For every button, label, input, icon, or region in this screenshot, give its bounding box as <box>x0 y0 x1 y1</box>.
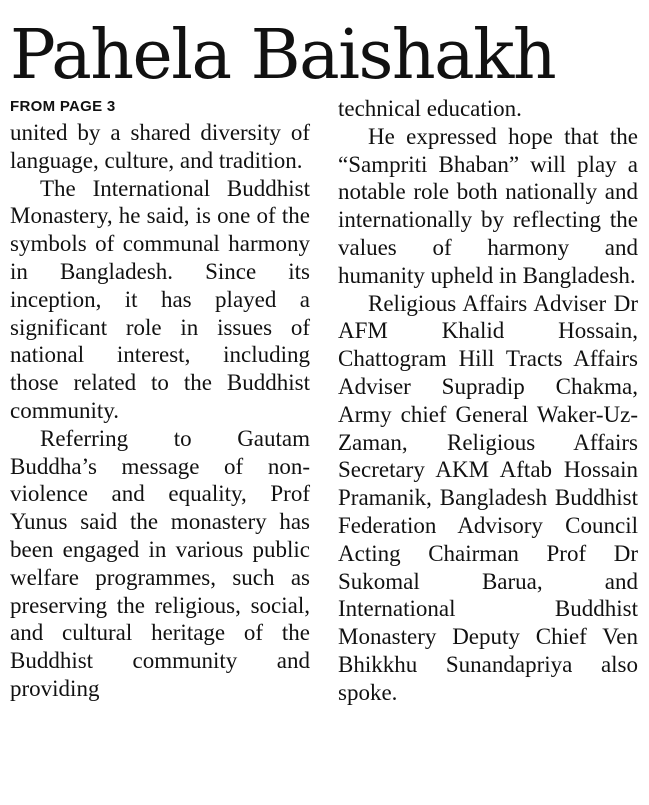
article-headline: Pahela Baishakh <box>10 16 556 95</box>
paragraph-buddha-message: Referring to Gautam Buddha’s message of non-violence and equality, Prof Yunus said the monastery has been engaged in various public welfare programmes, such as preserving the religious, social, and cultural heritage of the Buddhist community and providing <box>10 425 310 701</box>
article-column-left <box>10 119 310 703</box>
paragraph-continued: united by a shared diversity of language, culture, and tradition. <box>10 120 310 173</box>
paragraph-continued-right: technical education. <box>338 96 522 121</box>
paragraph-sampriti-bhaban: He expressed hope that the “Sampriti Bhaban” will play a notable role both nationally and internationally by reflecting the values of harmony and humanity upheld in Bangladesh. <box>338 123 638 288</box>
article-column-right <box>338 95 638 707</box>
paragraph-speakers: Religious Affairs Adviser Dr AFM Khalid Hossain, Chattogram Hill Tracts Affairs Adviser Supradip Chakma, Army chief General Waker-Uz-Zaman, Religious Affairs Secretary AKM Aftab Hossain Pramanik, Bangladesh Buddhist Federation Advisory Council Acting Chairman Prof Dr Sukomal Barua, and International Buddhist Monastery Deputy Chief Ven Bhikkhu Sunandapriya also spoke. <box>338 290 638 705</box>
continuation-kicker: FROM PAGE 3 <box>10 98 116 115</box>
paragraph-monastery: The International Buddhist Monastery, he said, is one of the symbols of communal harmony in Bangladesh. Since its inception, it has played a significant role in issues of national interest, including those related to the Buddhist community. <box>10 175 310 423</box>
